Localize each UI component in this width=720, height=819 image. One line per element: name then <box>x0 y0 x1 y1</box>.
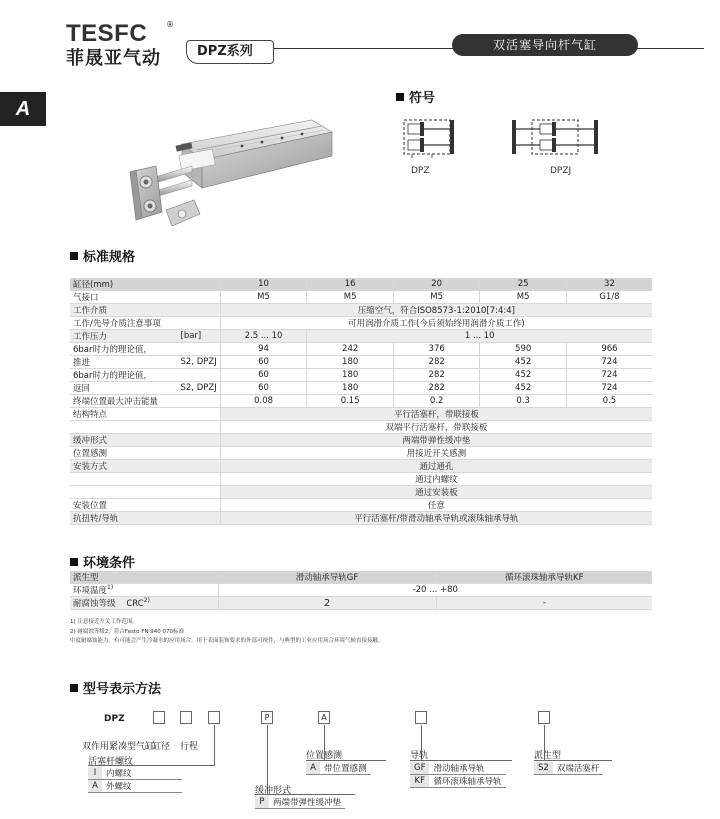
spec-heading: 标准规格 <box>70 246 135 265</box>
position-legend <box>306 762 371 775</box>
bore-box[interactable] <box>153 711 165 724</box>
side-tab: A <box>0 92 46 126</box>
variant-title: 派生型 <box>534 751 562 761</box>
cushion-legend <box>255 796 345 809</box>
guide-box[interactable] <box>415 711 427 724</box>
legend-row: KF 循环滚珠轴承导轨 <box>410 775 506 788</box>
desc-bore: 缸径 <box>152 742 171 752</box>
guide-title: 导轨 <box>410 751 429 761</box>
model-prefix: DPZ <box>104 714 125 724</box>
model-heading: 型号表示方法 <box>70 678 161 697</box>
variant-legend <box>534 762 603 775</box>
table-row: 气接口 M5 M5 M5 M5 G1/8 <box>70 291 652 304</box>
table-row: 推进 S2, DPZJ 60 180 282 452 724 <box>70 356 652 369</box>
legend-row: I 内螺纹 <box>88 767 182 780</box>
env-table <box>70 571 652 610</box>
table-row: 环境温度$^{1)}$ -20 ... +80 <box>70 584 652 597</box>
guide-legend <box>410 762 506 788</box>
cushion-title: 缓冲形式 <box>255 786 292 796</box>
page-title: 双活塞导向杆气缸 <box>452 34 638 56</box>
legend-row: P 两端带弹性缓冲垫 <box>255 796 345 809</box>
table-row: 双端平行活塞杆，带联接板 <box>70 421 652 434</box>
product-photo <box>122 114 336 234</box>
legend-row: A 外螺纹 <box>88 780 182 793</box>
env-heading: 环境条件 <box>70 552 135 571</box>
logo-chinese: 菲晟亚气动 <box>66 48 161 69</box>
table-row: 抗扭转/导轨 平行活塞杆/带滑动轴承导轨或滚珠轴承导轨 <box>70 512 652 525</box>
desc-stroke: 行程 <box>180 742 199 752</box>
series-label: DPZ系列 <box>186 40 274 64</box>
logo-text: TESFC <box>66 20 148 47</box>
position-box[interactable]: A <box>318 711 330 724</box>
registered-mark: ® <box>166 20 174 29</box>
table-row: 缸径(mm) 10 16 20 25 32 <box>70 278 652 291</box>
table-row: 工作介质 压缩空气，符合ISO8573-1:2010[7:4:4] <box>70 304 652 317</box>
table-row: 缓冲形式 两端带弹性缓冲垫 <box>70 434 652 447</box>
table-row: 工作压力 [bar] 2.5 ... 10 1 ... 10 <box>70 330 652 343</box>
table-row: 派生型 滑动轴承导轨GF 循环滚珠轴承导轨KF <box>70 571 652 584</box>
table-row: 6bar时力的理论值， 60 180 282 452 724 <box>70 369 652 382</box>
desc-main: 双作用紧凑型气缸 <box>82 742 155 752</box>
stroke-box[interactable] <box>180 711 192 724</box>
dpzj-symbol-icon <box>510 114 600 160</box>
table-row: 通过安装板 <box>70 486 652 499</box>
legend-row: A 带位置感测 <box>306 762 371 775</box>
legend-row: S2 双端活塞杆 <box>534 762 603 775</box>
symbol-label-dpz: DPZ <box>411 166 430 176</box>
table-row: 返回 S2, DPZJ 60 180 282 452 724 <box>70 382 652 395</box>
rod-thread-legend <box>88 767 182 793</box>
env-note-3: 中度耐腐蚀能力。有可能会产生冷凝水的应用场合。用于表面装饰要求的外部可视件，与典型的工业应用场合环境气候直接接触。 <box>70 638 384 644</box>
table-row: 安装位置 任意 <box>70 499 652 512</box>
cushion-box[interactable]: P <box>261 711 273 724</box>
table-row: 6bar时力的理论值， 94 242 376 590 966 <box>70 343 652 356</box>
position-title: 位置感测 <box>306 751 343 761</box>
table-row: 安装方式 通过通孔 <box>70 460 652 473</box>
table-row: 通过内螺纹 <box>70 473 652 486</box>
table-row: 工作/先导介质注意事项 可用润滑介质工作(今后须始终用润滑介质工作) <box>70 317 652 330</box>
table-row: 结构特点 平行活塞杆，带联接板 <box>70 408 652 421</box>
variant-box[interactable] <box>538 711 550 724</box>
spec-table <box>70 278 652 525</box>
rod-thread-title: 活塞杆螺纹 <box>88 757 134 767</box>
symbol-label-dpzj: DPZJ <box>550 166 572 176</box>
dpz-symbol-icon <box>398 114 462 160</box>
legend-row: GF 滑动轴承导轨 <box>410 762 506 775</box>
env-note-1: 1) 注意接近开关工作范围。 <box>70 619 138 625</box>
table-row: 位置感测 用接近开关感测 <box>70 447 652 460</box>
rod-thread-box[interactable] <box>208 711 220 724</box>
table-row: 耐腐蚀等级 CRC$^{2)}$ 2 - <box>70 597 652 610</box>
env-note-2: 2) 耐腐蚀等级2，符合Festo FN 940 070标准 <box>70 629 185 635</box>
symbols-heading: 符号 <box>396 87 435 106</box>
table-row: 终端位置最大冲击能量 0.08 0.15 0.2 0.3 0.5 <box>70 395 652 408</box>
